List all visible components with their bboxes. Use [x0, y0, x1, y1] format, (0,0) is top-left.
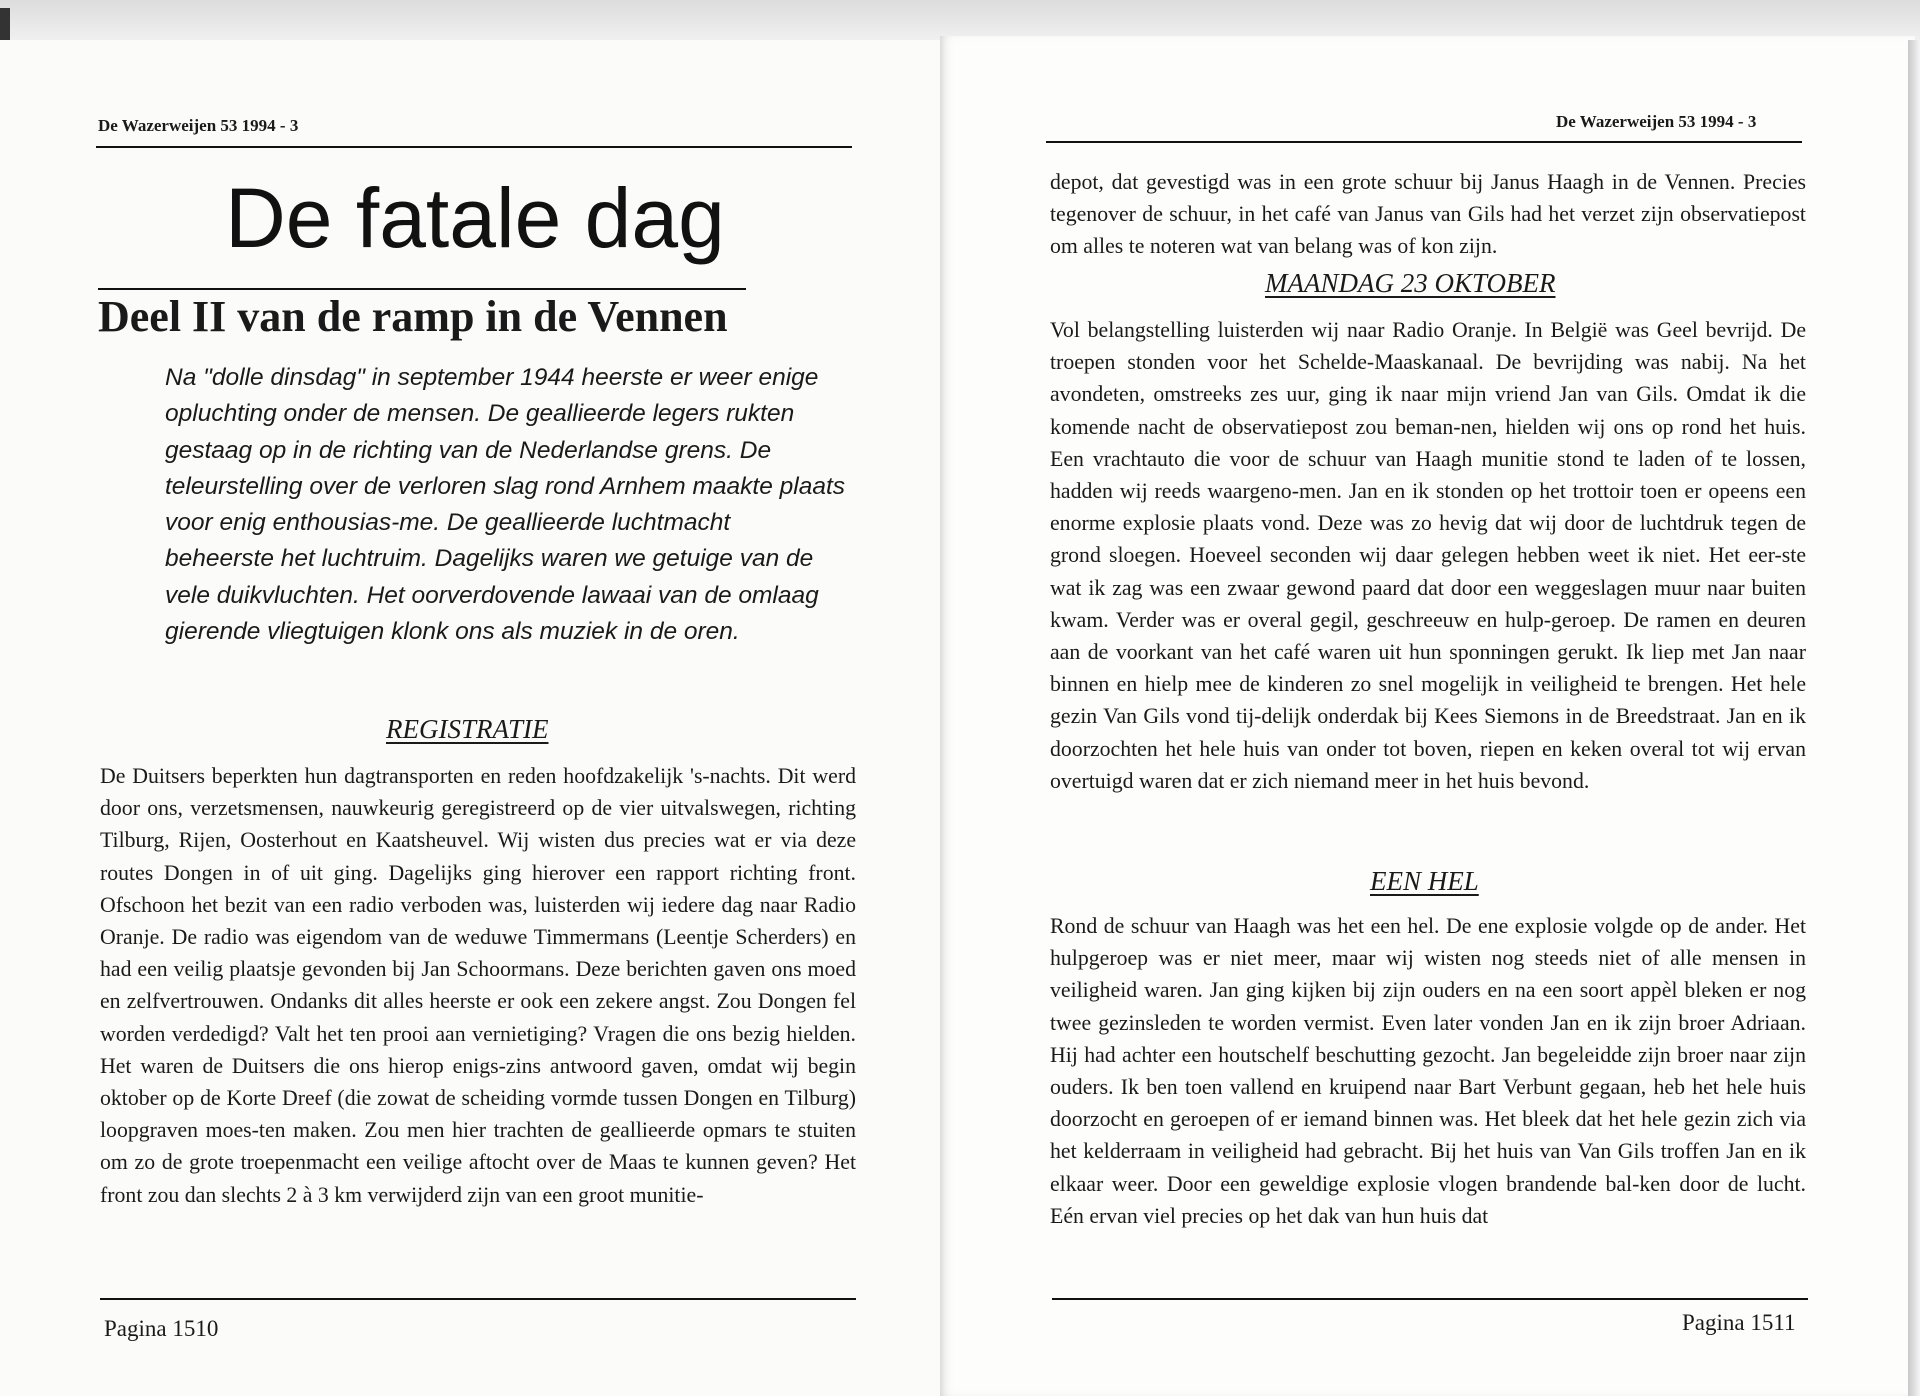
scan-edge-mark	[0, 8, 10, 42]
right-page-number: Pagina 1511	[1682, 1310, 1796, 1335]
right-page-edge	[1908, 40, 1920, 1396]
left-page-number: Pagina 1510	[104, 1316, 219, 1341]
right-body-text-1: depot, dat gevestigd was in een grote schuur bij Janus Haagh in de Vennen. Precies tegenover de schuur, in het café van Janus van Gils had het verzet zijn observatiepost om alles te noteren wat van belang was of kon zijn.	[1050, 170, 1806, 259]
article-title: De fatale dag	[225, 171, 725, 265]
right-body-text-3: Rond de schuur van Haagh was het een hel. De ene explosie volgde op de ander. Het hulpgeroep was er niet meer, maar wij wisten nog steeds niet of alle mensen in veiligheid waren. Jan ging kijken bij zijn ouders en na een soort appèl bleken er nog twee gezinsleden te worden vermist. Even later vonden Jan en ik zijn broer Adriaan. Hij had achter een houtschelf beschutting gezocht. Jan begeleidde zijn broer naar zijn ouders. Ik ben toen vallend en kruipend naar Bart Verbunt gegaan, heb het hele huis doorzocht en geroepen of er iemand binnen was. Het bleek dat het hele gezin zich via het kelderraam in veiligheid had gebracht. Bij het huis van Van Gils troffen Jan en ik elkaar weer. Door een geweldige explosie vlogen brandende bal-ken door de lucht. Eén ervan viel precies op het dak van hun huis dat	[1050, 914, 1806, 1228]
left-footer-rule	[100, 1298, 856, 1300]
right-header-rule	[1046, 141, 1802, 143]
left-running-header: De Wazerweijen 53 1994 - 3	[98, 116, 299, 135]
section-heading-maandag: MAANDAG 23 OKTOBER	[1265, 268, 1556, 298]
section-heading-een-hel: EEN HEL	[1370, 866, 1479, 896]
left-body-text: De Duitsers beperkten hun dagtransporten en reden hoofdzakelijk 's-nachts. Dit werd door ons, verzetsmensen, nauwkeurig geregistreerd op de vier uitvalswegen, richting Tilburg, Rijen, Oosterhout en Kaatsheuvel. Wij wisten dus precies wat er via deze routes Dongen in of uit ging. Dagelijks ging hierover een rapport richting front. Ofschoon het bezit van een radio verboden was, luisterden wij iedere dag naar Radio Oranje. De radio was eigendom van de weduwe Timmermans (Leentje Scherders) en had een veilig plaatsje gevonden bij Jan Schoormans. Deze berichten gaven ons moed en zelfvertrouwen. Ondanks dit alles heerste er ook een zekere angst. Zou Dongen fel worden verdedigd? Valt het ten prooi aan vernietiging? Vragen die ons bezig hielden. Het waren de Duitsers die ons hierop enigs-zins antwoord gaven, omdat wij begin oktober op de Korte Dreef (die zowat de scheiding vormde tussen Dongen en Tilburg) loopgraven moes-ten maken. Zou men hier trachten de geallieerde opmars te stuiten om zo de grote troepenmacht een veilige aftocht over de Maas te kunnen geven? Het front zou dan slechts 2 à 3 km verwijderd zijn van een groot munitie-	[100, 764, 856, 1207]
right-footer-rule	[1052, 1298, 1808, 1300]
right-body-text-2: Vol belangstelling luisterden wij naar Radio Oranje. In België was Geel bevrijd. De troepen stonden voor het Schelde-Maaskanaal. De bevrijding was nabij. Na het avondeten, omstreeks zes uur, ging ik naar mijn vriend Jan van Gils. Omdat ik die komende nacht de observatiepost zou beman-nen, hielden wij ons op rond het huis. Een vrachtauto die voor de schuur van Haagh munitie stond te laden of te lossen, hadden wij reeds waargeno-men. Jan en ik stonden op het trottoir toen er opeens een enorme explosie plaats vond. Deze was zo hevig dat wij door de luchtdruk tegen de grond sloegen. Hoeveel seconden wij daar gelegen hebben weet ik niet. Het eer-ste wat ik zag was een zwaar gewond paard dat door een weggeslagen muur naar buiten kwam. Verder was er overal gegil, geschreeuw en hulp-geroep. De ramen en deuren aan de voorkant van het café waren uit hun sponningen gerukt. Ik liep met Jan naar binnen en hielp mee de kinderen zo snel mogelijk in veiligheid te brengen. Het hele gezin Van Gils vond tij-delijk onderdak bij Kees Siemons in de Breedstraat. Jan en ik doorzochten het hele huis van onder tot boven, riepen en keken overal tot wij ervan overtuigd waren dat er zich niemand meer in het huis bevond.	[1050, 318, 1806, 793]
article-subtitle: Deel II van de ramp in de Vennen	[98, 292, 728, 341]
left-header-rule	[96, 146, 852, 148]
right-running-header: De Wazerweijen 53 1994 - 3	[1556, 112, 1757, 131]
section-heading-registratie: REGISTRATIE	[386, 714, 549, 744]
article-intro: Na "dolle dinsdag" in september 1944 heerste er weer enige opluchting onder de mensen. De geallieerde legers rukten gestaag op in de richting van de Nederlandse grens. De teleurstelling over de verloren slag rond Arnhem maakte plaats voor enig enthousias-me. De geallieerde luchtmacht beheerste het luchtruim. Dagelijks waren we getuige van de vele duikvluchten. Het oorverdovende lawaai van de omlaag gierende vliegtuigen klonk ons als muziek in de oren.	[165, 364, 846, 646]
